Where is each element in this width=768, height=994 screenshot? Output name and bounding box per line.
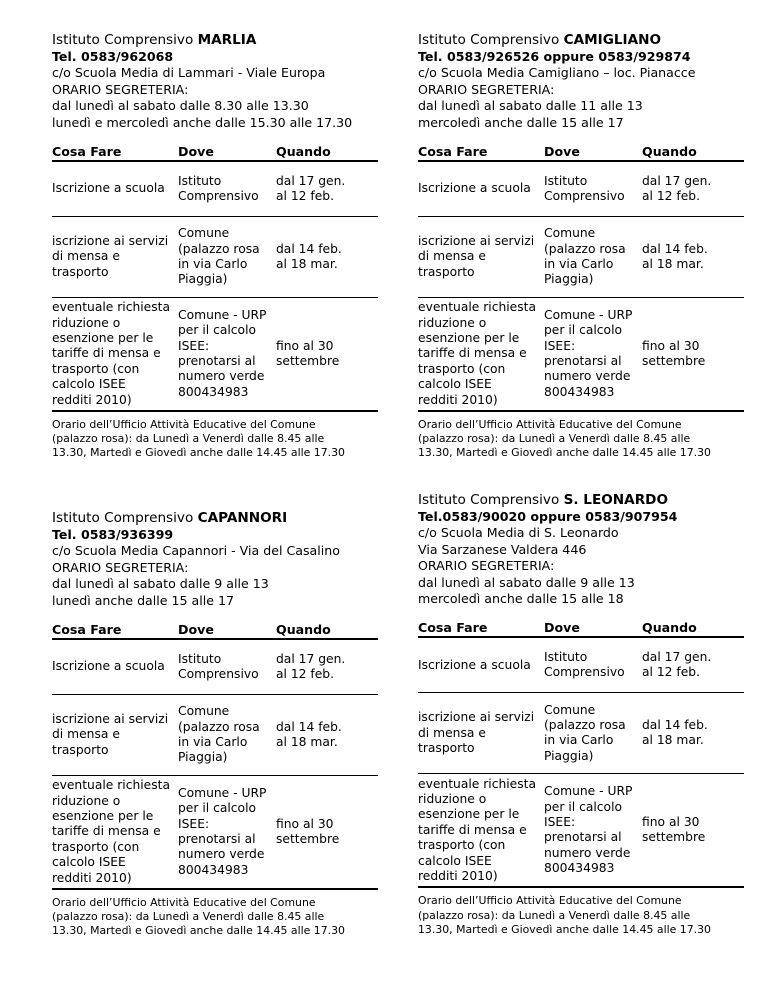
- cell-quando: dal 17 gen. al 12 feb.: [642, 161, 744, 217]
- cell-cosa-fare: Iscrizione a scuola: [52, 639, 178, 695]
- office-hours-label: ORARIO SEGRETERIA:: [52, 559, 189, 575]
- office-hours-line: dal lunedì al sabato dalle 9 alle 13: [418, 574, 635, 590]
- school-address: c/o Scuola Media Capannori - Via del Casalino: [52, 543, 340, 559]
- school-address: c/o Scuola Media di Lammari - Viale Europa: [52, 65, 326, 81]
- school-header: [418, 492, 748, 607]
- school-block-capannori: [52, 510, 382, 939]
- footer-line: Orario dell’Ufficio Attività Educative del Comune: [418, 418, 682, 432]
- footer-line: Orario dell’Ufficio Attività Educative del Comune: [418, 894, 682, 908]
- cell-cosa-fare: eventuale richiesta riduzione o esenzione per le tariffe di mensa e trasporto (con calcolo ISEE redditi 2010): [52, 298, 178, 412]
- cell-dove: Comune - URP per il calcolo ISEE: prenotarsi al numero verde 800434983: [178, 776, 276, 890]
- office-hours-label: ORARIO SEGRETERIA:: [52, 81, 189, 97]
- school-name: CAPANNORI: [197, 510, 288, 526]
- cell-cosa-fare: eventuale richiesta riduzione o esenzione per le tariffe di mensa e trasporto (con calcolo ISEE redditi 2010): [418, 774, 544, 888]
- footer-line: (palazzo rosa): da Lunedì a Venerdì dalle 8.45 alle: [52, 432, 325, 446]
- office-hours-line: dal lunedì al sabato dalle 8.30 alle 13.30: [52, 98, 309, 114]
- column-header-dove: Dove: [178, 141, 276, 161]
- school-title: Istituto Comprensivo CAMIGLIANO: [418, 32, 662, 48]
- office-hours-label: ORARIO SEGRETERIA:: [418, 558, 555, 574]
- cell-dove: Comune (palazzo rosa in via Carlo Piaggia): [544, 693, 642, 774]
- footer-line: (palazzo rosa): da Lunedì a Venerdì dalle 8.45 alle: [418, 908, 691, 922]
- school-title: Istituto Comprensivo CAPANNORI: [52, 510, 288, 526]
- school-phone: Tel. 0583/926526 oppure 0583/929874: [418, 49, 691, 64]
- school-name: CAMIGLIANO: [563, 32, 662, 48]
- office-footer-note: [418, 894, 748, 937]
- cell-quando: dal 17 gen. al 12 feb.: [276, 639, 378, 695]
- column-header-cosa-fare: Cosa Fare: [418, 617, 544, 637]
- cell-quando: dal 14 feb. al 18 mar.: [276, 695, 378, 776]
- schedule-table: [418, 141, 744, 412]
- cell-quando: dal 14 feb. al 18 mar.: [276, 217, 378, 298]
- table-row: [418, 217, 744, 298]
- cell-cosa-fare: iscrizione ai servizi di mensa e trasporto: [418, 693, 544, 774]
- footer-line: Orario dell’Ufficio Attività Educative del Comune: [52, 418, 316, 432]
- cell-quando: fino al 30 settembre: [276, 776, 378, 890]
- column-header-quando: Quando: [276, 141, 378, 161]
- cell-dove: Istituto Comprensivo: [544, 637, 642, 693]
- cell-cosa-fare: eventuale richiesta riduzione o esenzione per le tariffe di mensa e trasporto (con calcolo ISEE redditi 2010): [52, 776, 178, 890]
- cell-cosa-fare: eventuale richiesta riduzione o esenzione per le tariffe di mensa e trasporto (con calcolo ISEE redditi 2010): [418, 298, 544, 412]
- footer-line: 13.30, Martedì e Giovedì anche dalle 14.45 alle 17.30: [52, 446, 345, 460]
- cell-quando: fino al 30 settembre: [642, 298, 744, 412]
- cell-dove: Comune - URP per il calcolo ISEE: prenotarsi al numero verde 800434983: [178, 298, 276, 412]
- cell-cosa-fare: Iscrizione a scuola: [52, 161, 178, 217]
- school-address: c/o Scuola Media Camigliano – loc. Pianacce: [418, 65, 696, 81]
- column-header-quando: Quando: [642, 617, 744, 637]
- school-header: [52, 32, 382, 131]
- office-hours-line: dal lunedì al sabato dalle 11 alle 13: [418, 98, 643, 114]
- office-footer-note: [52, 896, 382, 939]
- column-header-cosa-fare: Cosa Fare: [52, 619, 178, 639]
- column-header-quando: Quando: [642, 141, 744, 161]
- footer-line: 13.30, Martedì e Giovedì anche dalle 14.45 alle 17.30: [52, 924, 345, 938]
- cell-quando: fino al 30 settembre: [276, 298, 378, 412]
- school-phone: Tel. 0583/936399: [52, 527, 174, 542]
- cell-cosa-fare: iscrizione ai servizi di mensa e trasporto: [418, 217, 544, 298]
- cell-quando: dal 14 feb. al 18 mar.: [642, 693, 744, 774]
- school-name: MARLIA: [197, 32, 257, 48]
- office-hours-line: dal lunedì al sabato dalle 9 alle 13: [52, 576, 269, 592]
- footer-line: Orario dell’Ufficio Attività Educative del Comune: [52, 896, 316, 910]
- school-header: [52, 510, 382, 609]
- cell-dove: Istituto Comprensivo: [544, 161, 642, 217]
- school-phone: Tel.0583/90020 oppure 0583/907954: [418, 509, 678, 524]
- cell-cosa-fare: iscrizione ai servizi di mensa e trasporto: [52, 695, 178, 776]
- footer-line: (palazzo rosa): da Lunedì a Venerdì dalle 8.45 alle: [418, 432, 691, 446]
- office-hours-line: mercoledì anche dalle 15 alle 18: [418, 591, 624, 607]
- column-header-quando: Quando: [276, 619, 378, 639]
- schedule-table: [418, 617, 744, 888]
- cell-cosa-fare: Iscrizione a scuola: [418, 637, 544, 693]
- footer-line: 13.30, Martedì e Giovedì anche dalle 14.45 alle 17.30: [418, 446, 711, 460]
- office-hours-line: lunedì e mercoledì anche dalle 15.30 alle 17.30: [52, 114, 353, 130]
- school-block-marlia: [52, 32, 382, 461]
- school-name: S. LEONARDO: [563, 492, 669, 508]
- footer-line: 13.30, Martedì e Giovedì anche dalle 14.45 alle 17.30: [418, 922, 711, 936]
- table-row: [418, 637, 744, 693]
- cell-dove: Comune (palazzo rosa in via Carlo Piaggia): [178, 217, 276, 298]
- cell-dove: Istituto Comprensivo: [178, 639, 276, 695]
- cell-cosa-fare: iscrizione ai servizi di mensa e trasporto: [52, 217, 178, 298]
- cell-quando: dal 17 gen. al 12 feb.: [642, 637, 744, 693]
- cell-dove: Comune - URP per il calcolo ISEE: prenotarsi al numero verde 800434983: [544, 298, 642, 412]
- office-footer-note: [418, 418, 748, 461]
- cell-quando: dal 17 gen. al 12 feb.: [276, 161, 378, 217]
- schedule-table: [52, 619, 378, 890]
- office-footer-note: [52, 418, 382, 461]
- cell-cosa-fare: Iscrizione a scuola: [418, 161, 544, 217]
- table-row: [52, 298, 378, 412]
- table-row: [418, 774, 744, 888]
- column-header-cosa-fare: Cosa Fare: [52, 141, 178, 161]
- table-row: [52, 639, 378, 695]
- table-row: [52, 161, 378, 217]
- school-header: [418, 32, 748, 131]
- schedule-table: [52, 141, 378, 412]
- table-row: [418, 693, 744, 774]
- column-header-cosa-fare: Cosa Fare: [418, 141, 544, 161]
- office-hours-label: ORARIO SEGRETERIA:: [418, 81, 555, 97]
- table-row: [52, 217, 378, 298]
- column-header-dove: Dove: [544, 617, 642, 637]
- cell-quando: dal 14 feb. al 18 mar.: [642, 217, 744, 298]
- school-block-s-leonardo: [418, 492, 748, 937]
- table-row: [418, 161, 744, 217]
- school-address: c/o Scuola Media di S. Leonardo: [418, 525, 619, 541]
- cell-dove: Comune - URP per il calcolo ISEE: prenotarsi al numero verde 800434983: [544, 774, 642, 888]
- school-phone: Tel. 0583/962068: [52, 49, 174, 64]
- school-address: Via Sarzanese Valdera 446: [418, 541, 587, 557]
- column-header-dove: Dove: [178, 619, 276, 639]
- school-title: Istituto Comprensivo S. LEONARDO: [418, 492, 669, 508]
- cell-dove: Istituto Comprensivo: [178, 161, 276, 217]
- cell-dove: Comune (palazzo rosa in via Carlo Piaggia): [544, 217, 642, 298]
- school-title: Istituto Comprensivo MARLIA: [52, 32, 257, 48]
- school-block-camigliano: [418, 32, 748, 461]
- column-header-dove: Dove: [544, 141, 642, 161]
- footer-line: (palazzo rosa): da Lunedì a Venerdì dalle 8.45 alle: [52, 910, 325, 924]
- table-row: [52, 776, 378, 890]
- table-row: [52, 695, 378, 776]
- office-hours-line: lunedì anche dalle 15 alle 17: [52, 592, 235, 608]
- table-row: [418, 298, 744, 412]
- office-hours-line: mercoledì anche dalle 15 alle 17: [418, 114, 624, 130]
- cell-quando: fino al 30 settembre: [642, 774, 744, 888]
- cell-dove: Comune (palazzo rosa in via Carlo Piaggia): [178, 695, 276, 776]
